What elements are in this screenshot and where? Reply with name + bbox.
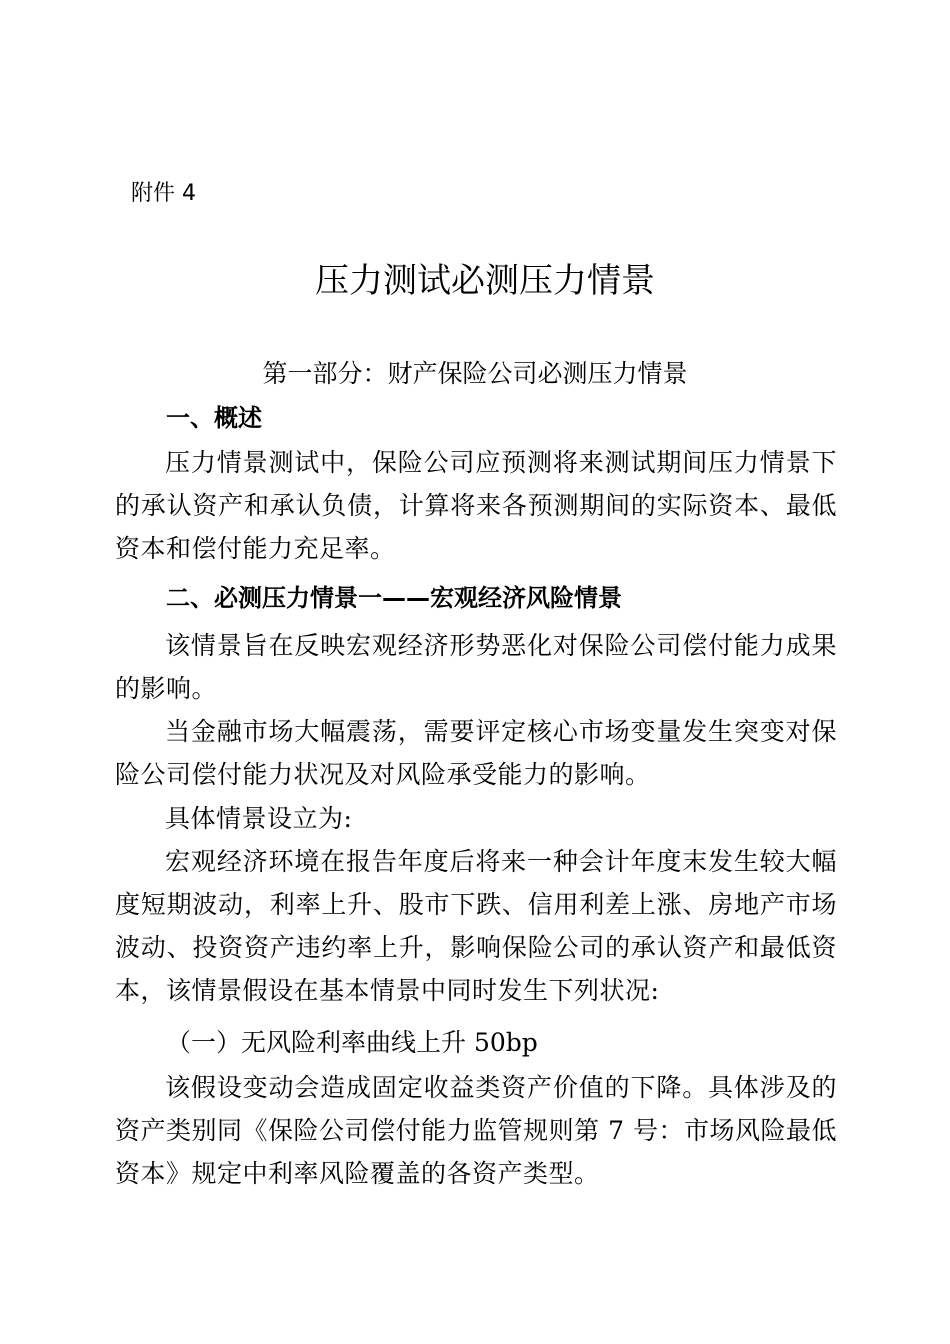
paragraph-macro-environment: 宏观经济环境在报告年度后将来一种会计年度末发生较大幅度短期波动，利率上升、股市下跌、信用利差上涨、房地产市场波动、投资资产违约率上升，影响保险公司的承认资产和最低资本，该情景假设在基本情景中同时发生下列状况: xyxy=(115,847,837,1005)
attachment-label: 附件 4 xyxy=(131,181,196,206)
paragraph-market-volatility: 当金融市场大幅震荡，需要评定核心市场变量发生突变对保险公司偿付能力状况及对风险承受能力的影响。 xyxy=(115,717,837,789)
subheading-interest-rate: （一）无风险利率曲线上升 50bp xyxy=(166,1028,538,1057)
document-title: 压力测试必测压力情景 xyxy=(315,261,655,301)
paragraph-scenario-setup: 具体情景设立为: xyxy=(165,804,353,833)
paragraph-scenario-purpose: 该情景旨在反映宏观经济形势恶化对保险公司偿付能力成果的影响。 xyxy=(115,631,837,703)
paragraph-overview: 压力情景测试中，保险公司应预测将来测试期间压力情景下的承认资产和承认负债，计算将来各预测期间的实际资本、最低资本和偿付能力充足率。 xyxy=(115,448,837,563)
part-title: 第一部分：财产保险公司必测压力情景 xyxy=(262,359,688,388)
heading-scenario-one: 二、必测压力情景一——宏观经济风险情景 xyxy=(166,584,622,612)
paragraph-fixed-income: 该假设变动会造成固定收益类资产价值的下降。具体涉及的资产类别同《保险公司偿付能力监管规则第 7 号：市场风险最低资本》规定中利率风险覆盖的各资产类型。 xyxy=(115,1073,837,1188)
heading-overview: 一、概述 xyxy=(166,404,262,432)
